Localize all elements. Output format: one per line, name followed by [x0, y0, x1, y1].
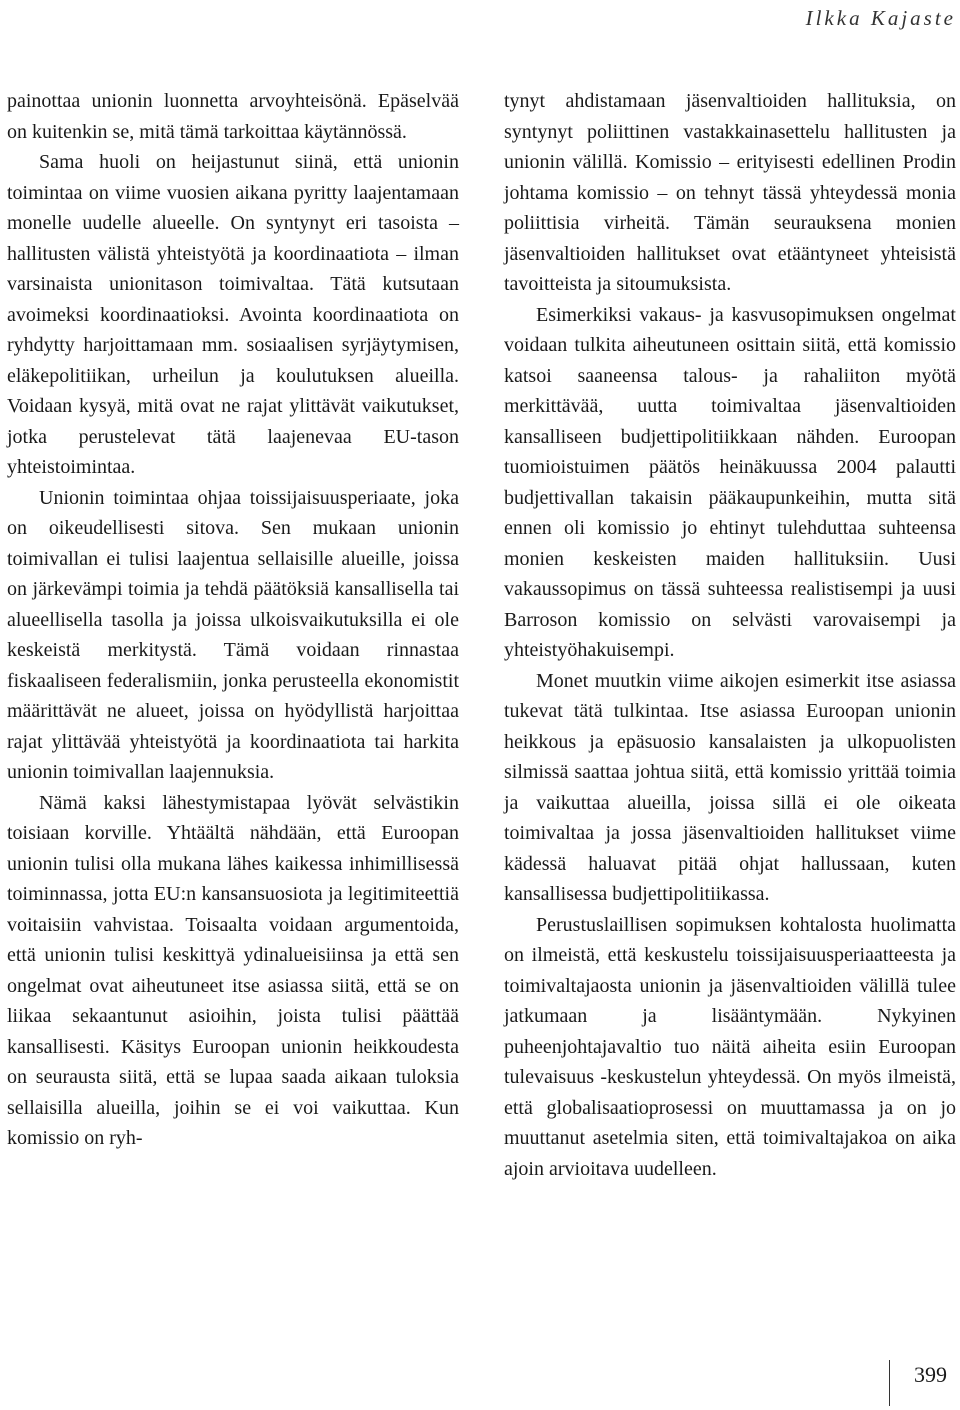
page-number: 399: [914, 1362, 947, 1387]
paragraph: tynyt ahdistamaan jäsenvaltioiden hallituksia, on syntynyt poliittinen vastakkainasettelu hallitusten ja unionin välillä. Komissio – erityisesti edellinen Prodin johtama komissio – on tehnyt tässä yhteydessä monia poliittisia virheitä. Tämän seurauksena monien jäsenvaltioiden hallitukset ovat etääntyneet yhteisistä tavoitteista ja sitoumuksista.: [504, 90, 956, 295]
paragraph: Esimerkiksi vakaus- ja kasvusopimuksen ongelmat voidaan tulkita aiheutuneen osittain siitä, että komissio katsoi saaneensa talous- ja rahaliiton myötä merkittävää, uutta toimivaltaa jäsenvaltioiden kansalliseen budjettipolitiikkaan nähden. Euroopan tuomioistuimen päätös heinäkuussa 2004 palautti budjettivallan takaisin pääkaupunkeihin, mutta sitä ennen oli komissio jo ehtinyt tulehduttaa suhteensa monien keskeisten maiden hallituksiin. Uusi vakaussopimus on tässä suhteessa realistisempi ja uusi Barroson komissio on selvästi varovaisempi ja yhteistyöhakuisempi.: [504, 303, 956, 661]
paragraph: Monet muutkin viime aikojen esimerkit itse asiassa tukevat tätä tulkintaa. Itse asiassa Euroopan unionin heikkous ja epäsuosio kansalaisten ja ulkopuolisten silmissä saattaa johtua siitä, että komissio yrittää toimia ja vaikuttaa alueilla, joissa sillä ei ole oikeata toimivaltaa ja jossa jäsenvaltioiden hallitukset viime kädessä haluavat pitää ohjat hallussaan, kuten kansallisessa budjettipolitiikassa.: [504, 669, 956, 905]
paragraph: Nämä kaksi lähestymistapaa lyövät selvästikin toisiaan korville. Yhtäältä nähdään, että Euroopan unionin tulisi olla mukana lähes kaikessa inhimillisessä toiminnassa, jotta EU:n kansansuosiota ja legitimiteettiä voitaisiin vahvistaa. Toisaalta voidaan argumentoida, että unionin tulisi keskittyä ydinalueisiinsa ja että sen ongelmat ovat aiheutuneet itse asiassa siitä, että se on liikaa sekaantunut asioihin, joista tulisi päättää kansallisesti. Käsitys Euroopan unionin heikkoudesta on seurausta siitä, että se lupaa saada aikaan tuloksia sellaisilla alueilla, joihin se ei voi vaikuttaa. Kun komissio on ryh-: [7, 791, 459, 1149]
right-column: [504, 86, 956, 1184]
paragraph: Sama huoli on heijastunut siinä, että unionin toimintaa on viime vuosien aikana pyritty laajentamaan monelle uudelle alueelle. On syntynyt eri tasoista – hallitusten välistä yhteistyötä ja koordinaatiota – ilman varsinaista unionitason toimivaltaa. Tätä kutsutaan avoimeksi koordinaatioksi. Avointa koordinaatiota on ryhdytty harjoittamaan mm. sosiaalisen syrjäytymisen, eläkepolitiikan, urheilun ja koulutuksen alueilla. Voidaan kysyä, mitä ovat ne rajat ylittävät vaikutukset, jotka perustelevat tätä laajenevaa EU-tason yhteistoimintaa.: [7, 151, 459, 478]
running-header-author: Ilkka Kajaste: [805, 6, 956, 30]
left-column: [7, 86, 459, 1154]
paragraph: Perustuslaillisen sopimuksen kohtalosta huolimatta on ilmeistä, että keskustelu toissijaisuusperiaatteesta ja toimivaltajaosta unionin ja jäsenvaltioiden välillä tulee jatkumaan ja lisääntymään. Nykyinen puheenjohtajavaltio tuo näitä aiheita esiin Euroopan tulevaisuus -keskustelun yhteydessä. On myös ilmeistä, että globalisaatioprosessi on muuttamassa ja on jo muuttanut asetelmia siten, että toimivaltajakoa on aika ajoin arvioitava uudelleen.: [504, 913, 956, 1180]
paragraph: Unionin toimintaa ohjaa toissijaisuusperiaate, joka on oikeudellisesti sitova. Sen mukaan unionin toimivallan ei tulisi laajentua sellaisille alueille, joissa on järkevämpi toimia ja tehdä päätöksiä kansallisella tai alueellisella tasolla ja joissa ulkoisvaikutuksilla ei ole keskeistä merkitystä. Tämä voidaan rinnastaa fiskaaliseen federalismiin, jonka perusteella ekonomistit määrittävät ne alueet, joissa on hyödyllistä harjoittaa rajat ylittävää yhteistyötä ja koordinaatiota tai harkita unionin toimivallan laajennuksia.: [7, 486, 459, 783]
paragraph: painottaa unionin luonnetta arvoyhteisönä. Epäselvää on kuitenkin se, mitä tämä tarkoittaa käytännössä.: [7, 90, 459, 143]
page-number-divider: [889, 1360, 890, 1406]
